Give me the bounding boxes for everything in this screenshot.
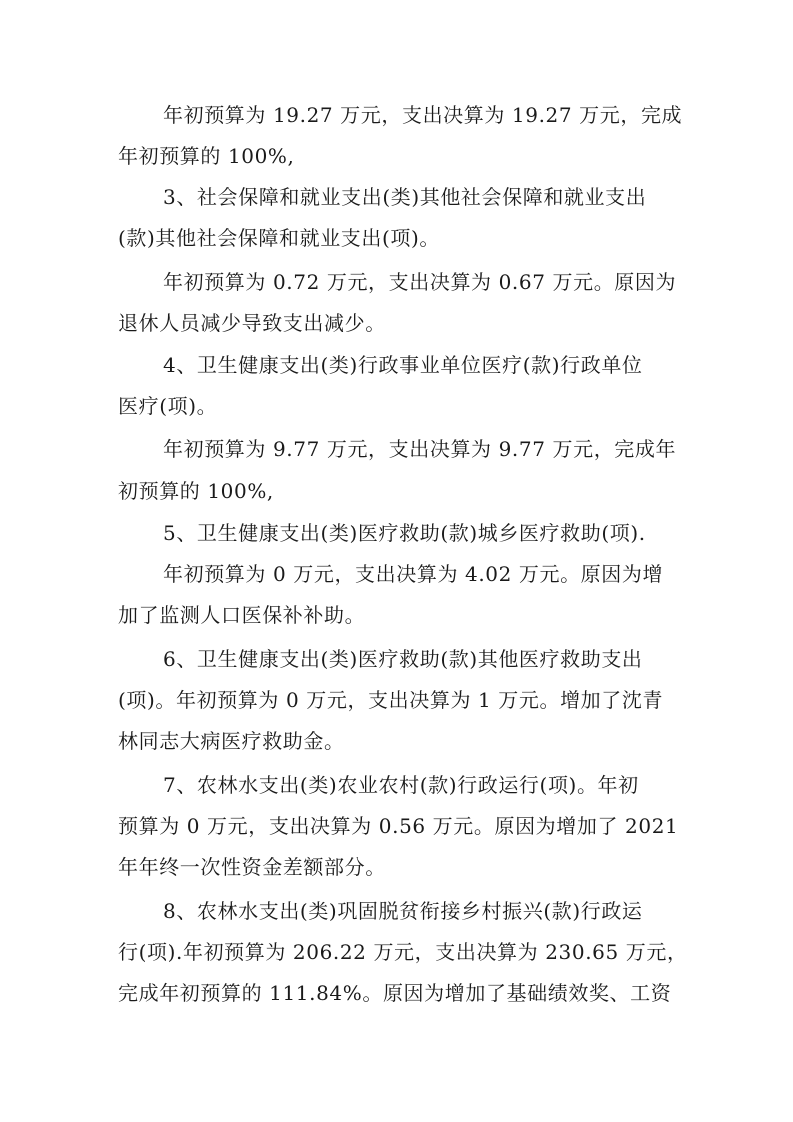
text-line: (款)其他社会保障和就业支出(项)。: [118, 226, 441, 250]
text-line: 年初预算为 0.72 万元，支出决算为 0.67 万元。原因为: [163, 270, 677, 294]
text-line: 加了监测人口医保补补助。: [118, 603, 366, 627]
text-line: 年年终一次性资金差额部分。: [118, 855, 386, 879]
text-line: 3、社会保障和就业支出(类)其他社会保障和就业支出: [163, 185, 647, 209]
text-line: 6、卫生健康支出(类)医疗救助(款)其他医疗救助支出: [163, 647, 643, 671]
text-line: 5、卫生健康支出(类)医疗救助(款)城乡医疗救助(项).: [163, 521, 646, 545]
text-line: 4、卫生健康支出(类)行政事业单位医疗(款)行政单位: [163, 353, 643, 377]
text-line: 8、农林水支出(类)巩固脱贫衔接乡村振兴(款)行政运: [163, 899, 643, 923]
text-line: 7、农林水支出(类)农业农村(款)行政运行(项)。年初: [163, 773, 639, 797]
text-line: 初预算的 100%,: [118, 479, 274, 503]
text-line: 林同志大病医疗救助金。: [118, 729, 345, 753]
text-line: 医疗(项)。: [118, 394, 218, 418]
text-line: 行(项).年初预算为 206.22 万元，支出决算为 230.65 万元，: [118, 940, 688, 964]
text-line: 退休人员减少导致支出减少。: [118, 311, 386, 335]
text-line: 年初预算为 0 万元，支出决算为 4.02 万元。原因为增: [163, 562, 664, 586]
text-line: 预算为 0 万元，支出决算为 0.56 万元。原因为增加了 2021: [118, 814, 679, 838]
text-line: (项)。年初预算为 0 万元，支出决算为 1 万元。增加了沈青: [118, 688, 664, 712]
text-line: 年初预算为 9.77 万元，支出决算为 9.77 万元，完成年: [163, 437, 677, 461]
text-line: 年初预算为 19.27 万元，支出决算为 19.27 万元，完成: [163, 103, 683, 127]
text-line: 完成年初预算的 111.84%。原因为增加了基础绩效奖、工资: [118, 981, 672, 1005]
text-line: 年初预算的 100%,: [118, 144, 295, 168]
